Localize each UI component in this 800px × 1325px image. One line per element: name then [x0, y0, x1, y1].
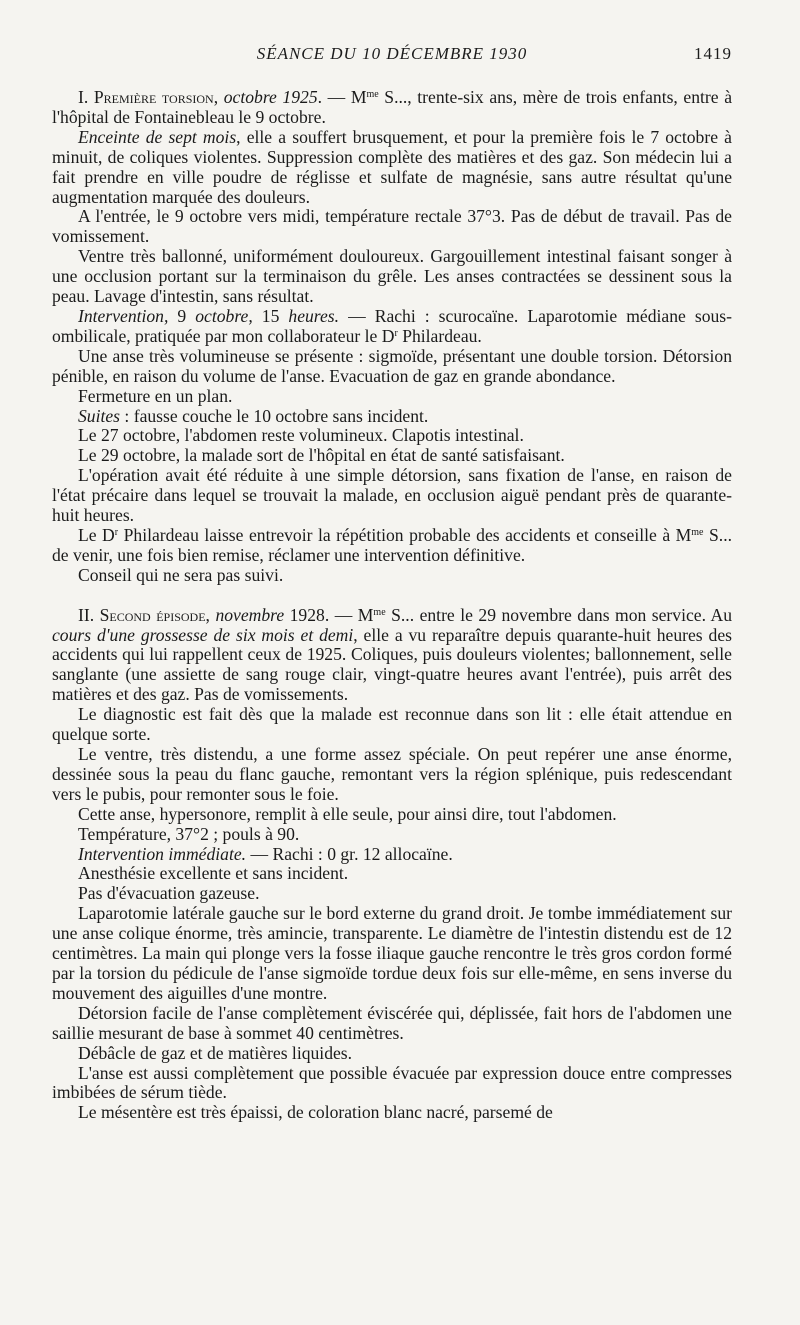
paragraph-mesentere: Le mésentère est très épaissi, de coloration blanc nacré, parsemé de [78, 1102, 553, 1123]
paragraph-anse: Une anse très volumineuse se présente : sigmoïde, présentant une double torsion. Détorsion pénible, en raison du volume de l'anse. Evacuation de gaz en grande abondance. [52, 345, 732, 386]
paragraph-29-octobre: Le 29 octobre, la malade sort de l'hôpital en état de santé satisfaisant. [78, 445, 565, 466]
paragraph-ventre: Ventre très ballonné, uniformément douloureux. Gargouillement intestinal faisant songer à une occlusion portant sur la terminaison du grêle. Les anses contractées se dessinent sous la peau. Lavage d'intestin, sans résultat. [52, 246, 732, 307]
paragraph-debacle: Débâcle de gaz et de matières liquides. [78, 1042, 353, 1063]
paragraph-anse-evacuee: L'anse est aussi complètement que possible évacuée par expression douce entre compresses imbibées de sérum tiède. [52, 1062, 732, 1103]
paragraph-conseil: Conseil qui ne sera pas suivi. [78, 564, 284, 585]
body-text [52, 88, 732, 1123]
paragraph-pas-evacuation: Pas d'évacuation gazeuse. [78, 883, 260, 904]
paragraph-intervention: Intervention, 9 octobre, 15 heures. — Rachi : scurocaïne. Laparotomie médiane sous-ombilicale, pratiquée par mon collaborateur le $D^r$ Philardeau. [52, 305, 733, 346]
paragraph-intervention-immediate: Intervention immédiate. — Rachi : 0 gr. 12 allocaïne. [78, 843, 453, 864]
running-title: SÉANCE DU 10 DÉCEMBRE 1930 [256, 44, 528, 63]
paragraph-philardeau: Le $D^r$ Philardeau laisse entrevoir la répétition probable des accidents et conseille à $M^{me}$ S... de venir, une fois bien remise, réclamer une intervention définitive. [52, 524, 732, 565]
running-header [52, 44, 732, 64]
paragraph-ventre-distendu: Le ventre, très distendu, a une forme assez spéciale. On peut repérer une anse énorme, dessinée sous la peau du flanc gauche, remontant vers la région splénique, puis redescendant vers le pubis, pour remonter sous le foie. [52, 744, 732, 804]
paragraph-enceinte: Enceinte de sept mois, elle a souffert brusquement, et pour la première fois le 7 octobre à minuit, de coliques violentes. Suppression complète des matières et des gaz. Son médecin lui a fait prendre en ville poudre de réglisse et sulfate de magnésie, sans autre résultat qu'une augmentation marquée des douleurs. [52, 126, 732, 207]
paragraph-diagnostic: Le diagnostic est fait dès que la malade est reconnue dans son lit : elle était attendue en quelque sorte. [52, 704, 732, 745]
paragraph-laparotomie: Laparotomie latérale gauche sur le bord externe du grand droit. Je tombe immédiatement sur une anse colique énorme, très amincie, transparente. Le diamètre de l'intestin distendu est de 12 centimètres. La main qui plonge vers la fosse iliaque gauche rencontre le très gros cordon formé par la torsion du pédicule de l'anse sigmoïde tordue deux fois sur elle-même, en sens inverse du mouvement des aiguilles d'une montre. [52, 903, 732, 1003]
paragraph-27-octobre: Le 27 octobre, l'abdomen reste volumineux. Clapotis intestinal. [78, 425, 524, 446]
section-1-label: Première torsion [93, 87, 214, 107]
paragraph-operation: L'opération avait été réduite à une simple détorsion, sans fixation de l'anse, en raison de l'état précaire dans lequel se trouvait la malade, en occlusion aiguë pendant près de quarante-huit heures. [52, 465, 732, 526]
paragraph-detorsion: Détorsion facile de l'anse complètement éviscérée qui, déplissée, fait hors de l'abdomen une saillie mesurant de base à sommet 40 centimètres. [52, 1002, 732, 1043]
paragraph-cette-anse: Cette anse, hypersonore, remplit à elle seule, pour ainsi dire, tout l'abdomen. [78, 803, 617, 824]
section-1-date: octobre 1925 [223, 87, 318, 107]
page-number: 1419 [694, 44, 732, 63]
paragraph-suites: Suites : fausse couche le 10 octobre sans incident. [78, 405, 429, 426]
section-2-label: Second épisode [99, 604, 206, 625]
section-2-heading-paragraph: II. Second épisode, novembre 1928. — $M^{me}$ S... entre le 29 novembre dans mon service. Au cours d'une grossesse de six mois et demi, elle a vu reparaître depuis quarante-huit heures des accidents qui lui rappellent ceux de 1925. Coliques, puis douleurs violentes; ballonnement, selle sanglante (une assiette de sang rouge clair, vingt-quatre heures avant l'entrée), puis arrêt des matières et des gaz. Pas de vomissements. [52, 604, 733, 705]
section-1-heading-paragraph: I. Première torsion, octobre 1925. — $M^{me}$ S..., trente-six ans, mère de trois enfants, entre à l'hôpital de Fontainebleau le 9 octobre. [52, 87, 733, 127]
section-2-date: novembre [215, 604, 285, 625]
paragraph-temperature: Température, 37°2 ; pouls à 90. [78, 823, 300, 844]
paragraph-entree: A l'entrée, le 9 octobre vers midi, température rectale 37°3. Pas de début de travail. Pas de vomissement. [52, 206, 732, 247]
paragraph-anesthesie: Anesthésie excellente et sans incident. [78, 863, 349, 884]
paragraph-fermeture: Fermeture en un plan. [78, 385, 233, 406]
